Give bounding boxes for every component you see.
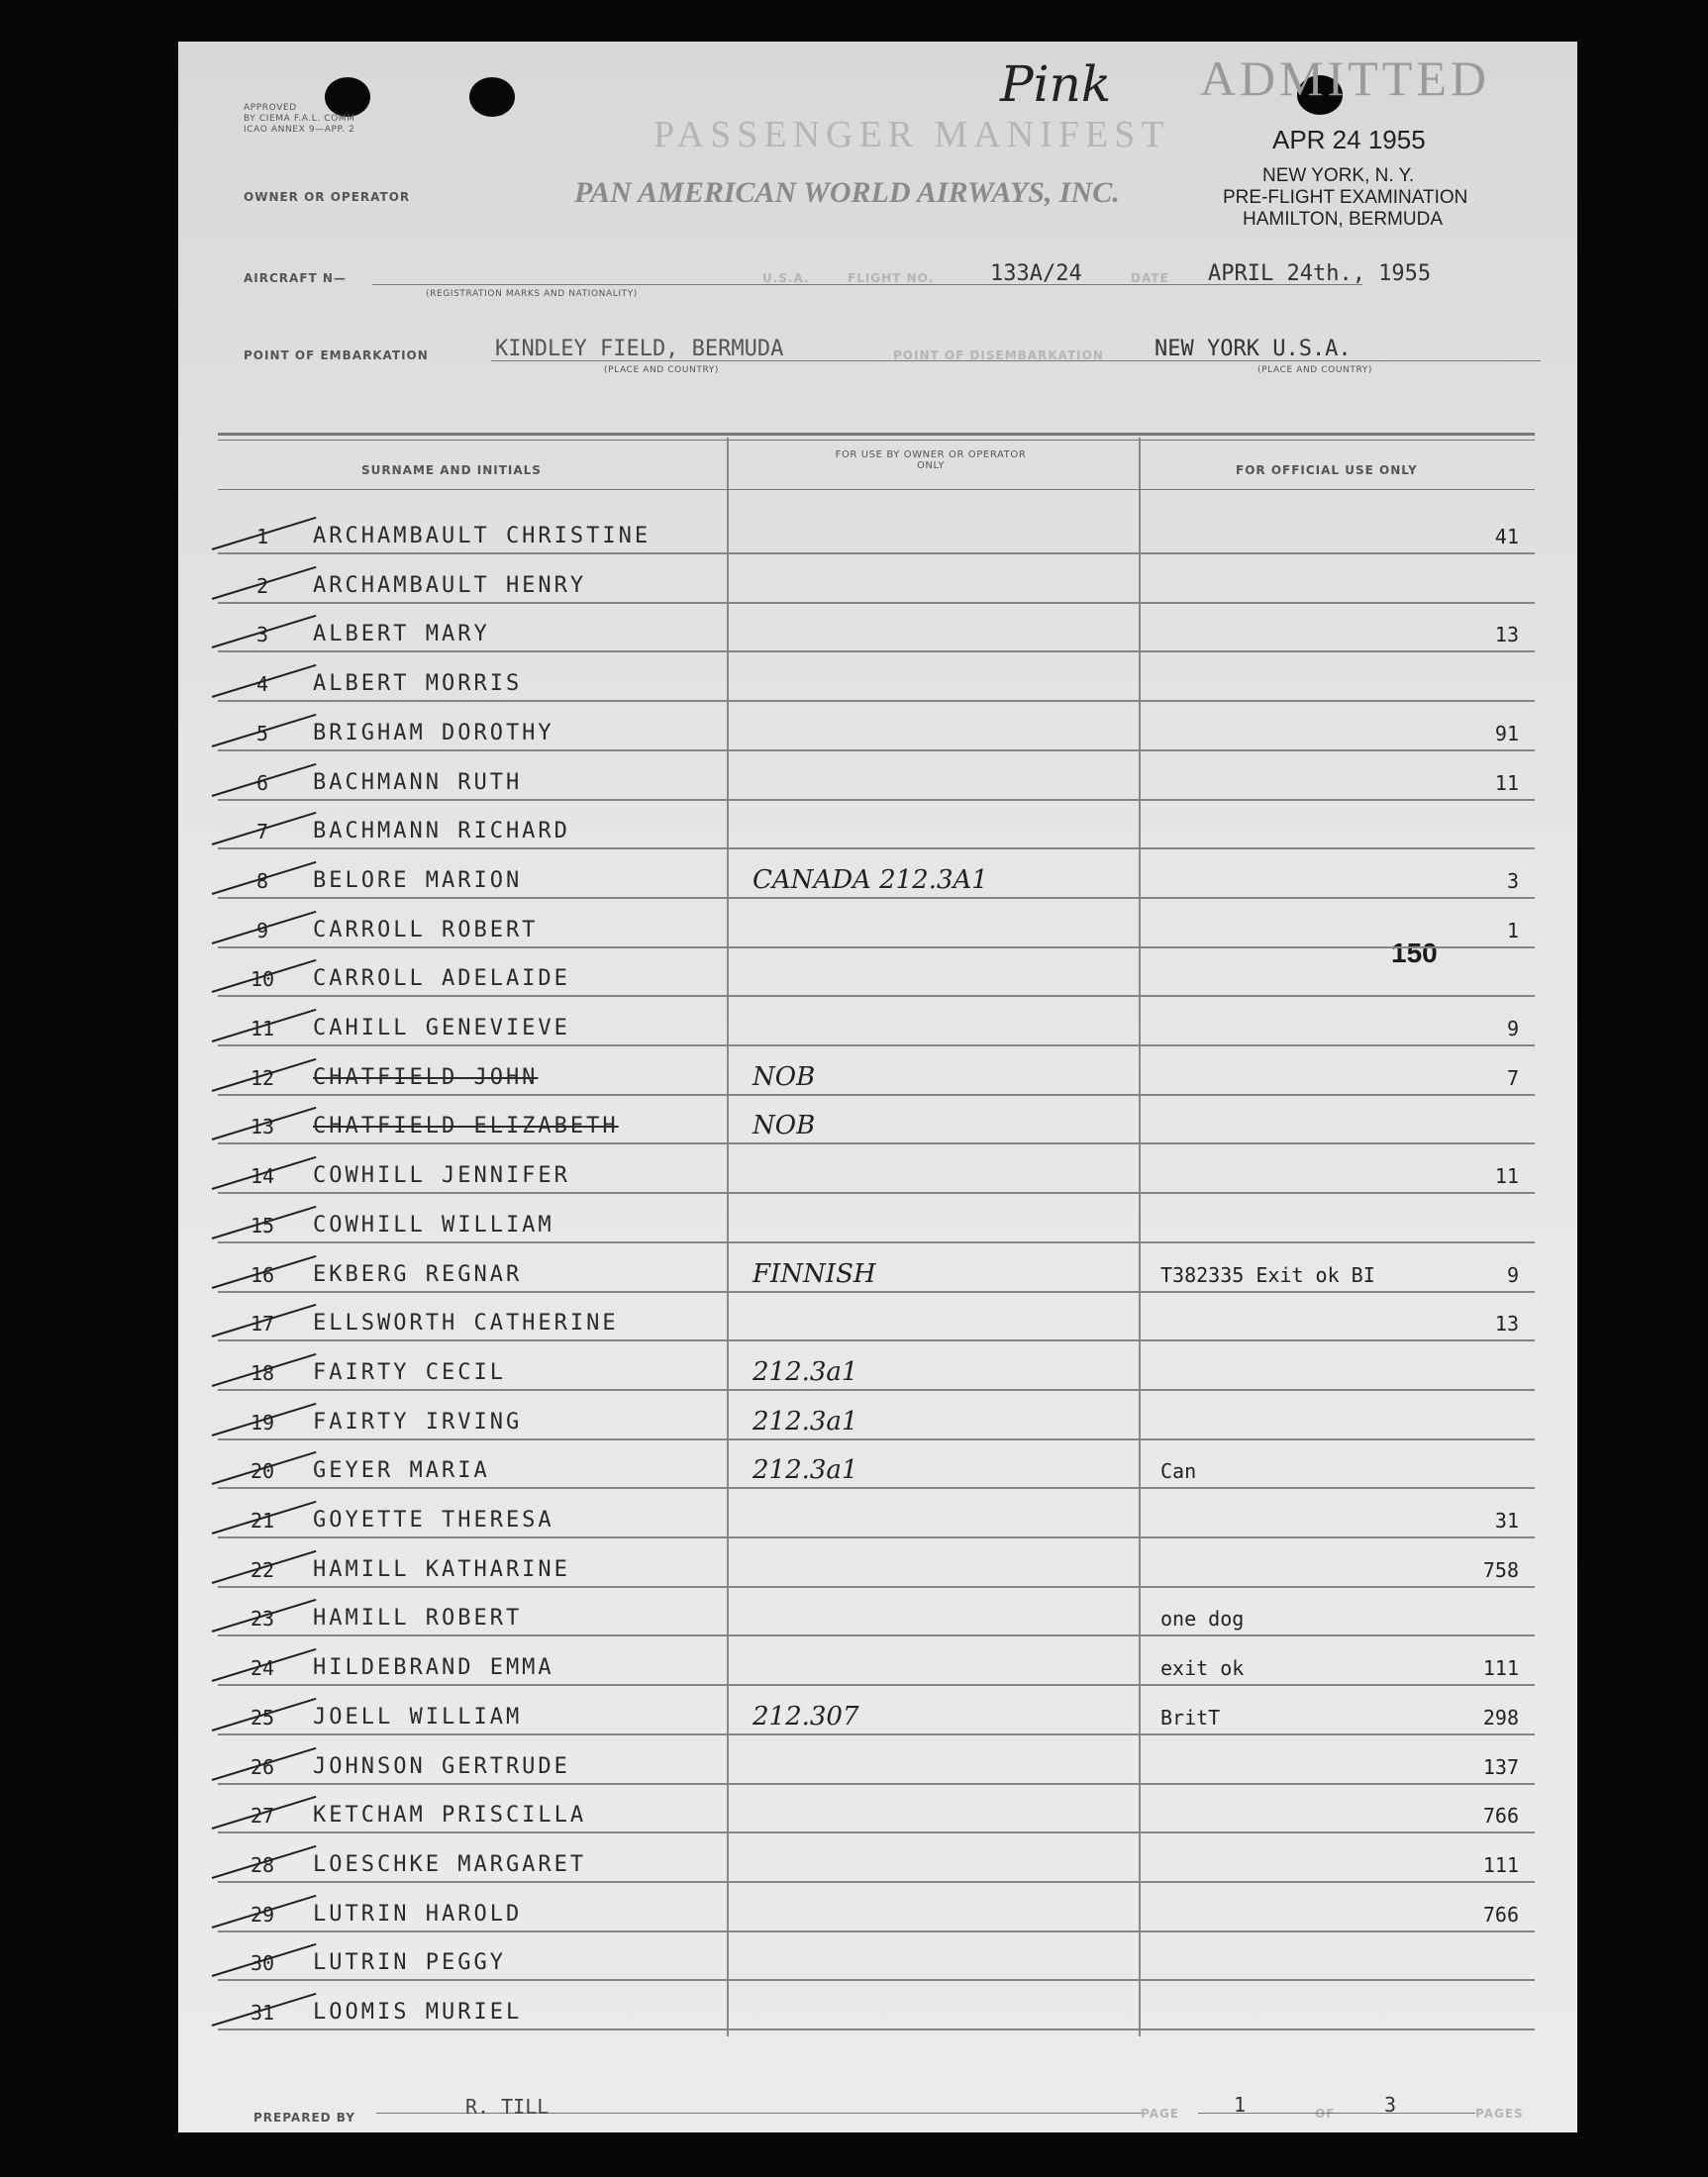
of-label: OF — [1315, 2107, 1336, 2121]
passenger-number: 29 — [250, 1902, 275, 1927]
passenger-number: 31 — [250, 2001, 275, 2025]
passenger-number: 9 — [255, 918, 269, 942]
passenger-name: BACHMANN RUTH — [313, 769, 523, 795]
column-header-surname: SURNAME AND INITIALS — [361, 463, 542, 477]
passenger-number: 25 — [250, 1705, 275, 1730]
passenger-name: ALBERT MARY — [313, 622, 490, 647]
passenger-name: ELLSWORTH CATHERINE — [313, 1311, 619, 1336]
date-label: DATE — [1131, 271, 1169, 285]
passenger-row — [218, 1341, 1535, 1391]
passenger-number: 14 — [250, 1164, 275, 1189]
passenger-row — [218, 603, 1535, 652]
stamp-title: ADMITTED — [1199, 50, 1490, 106]
owner-note: NOB — [753, 1111, 816, 1141]
passenger-row — [218, 1784, 1535, 1833]
header-rule — [218, 489, 1535, 490]
official-note: Can — [1160, 1459, 1197, 1484]
passenger-name: COWHILL WILLIAM — [313, 1212, 554, 1237]
handwritten-mark: Pink — [1000, 55, 1112, 113]
passenger-number: 11 — [250, 1017, 275, 1040]
passenger-number: 20 — [250, 1459, 275, 1484]
official-code: 298 — [1482, 1705, 1519, 1730]
official-note: one dog — [1160, 1607, 1245, 1632]
passenger-name: CARROLL ADELAIDE — [313, 966, 570, 992]
prepared-label: PREPARED BY — [253, 2111, 355, 2125]
disembarkation-caption: (PLACE AND COUNTRY) — [1257, 365, 1372, 375]
passenger-number: 17 — [250, 1312, 275, 1336]
footer-rule — [1198, 2113, 1475, 2114]
passenger-row — [218, 1587, 1535, 1636]
owner-note: FINNISH — [753, 1258, 876, 1289]
passenger-name: JOELL WILLIAM — [313, 1704, 523, 1730]
passenger-name: LOESCHKE MARGARET — [313, 1851, 587, 1877]
passenger-number: 10 — [250, 967, 275, 992]
passenger-name: ARCHAMBAULT HENRY — [313, 572, 587, 598]
official-code: 758 — [1482, 1557, 1519, 1582]
passenger-number: 12 — [250, 1065, 275, 1090]
official-code: 13 — [1494, 1312, 1519, 1336]
passenger-row — [218, 1194, 1535, 1243]
passenger-name: HILDEBRAND EMMA — [313, 1655, 554, 1681]
passenger-number: 5 — [255, 721, 269, 745]
owner-note: 212.3a1 — [753, 1406, 858, 1436]
official-code: 11 — [1494, 1164, 1519, 1189]
passenger-name: ALBERT MORRIS — [313, 671, 523, 697]
table-top-rule-inner — [218, 440, 1535, 441]
stamp-line: HAMILTON, BERMUDA — [1243, 209, 1443, 230]
prepared-value: R. TILL — [465, 2095, 550, 2119]
passenger-number: 1 — [255, 525, 269, 548]
owner-note: 212.3a1 — [753, 1356, 858, 1387]
flight-date: APRIL 24th., 1955 — [1208, 261, 1432, 286]
stamp-line: NEW YORK, N. Y. — [1262, 165, 1415, 186]
official-note: T382335 Exit ok BI — [1160, 1262, 1375, 1287]
passenger-row — [218, 1144, 1535, 1194]
official-code: 13 — [1494, 623, 1519, 647]
passenger-number: 21 — [250, 1509, 275, 1533]
table-top-rule — [218, 433, 1535, 436]
official-code: 3 — [1506, 868, 1519, 893]
passenger-number: 6 — [255, 770, 269, 795]
passenger-row — [218, 1931, 1535, 1981]
passenger-row — [218, 1686, 1535, 1735]
owner-label: OWNER OR OPERATOR — [244, 190, 411, 204]
passenger-row — [218, 1489, 1535, 1538]
passenger-name: BACHMANN RICHARD — [313, 819, 570, 844]
passenger-row — [218, 652, 1535, 702]
passenger-name: LUTRIN HAROLD — [313, 1901, 523, 1927]
margin-note: 150 — [1391, 938, 1438, 968]
passenger-row — [218, 899, 1535, 948]
manifest-sheet — [178, 42, 1577, 2132]
official-code: 137 — [1482, 1754, 1519, 1779]
stamp-line: PRE-FLIGHT EXAMINATION — [1223, 187, 1468, 208]
passenger-number: 22 — [250, 1557, 275, 1582]
passenger-name: BELORE MARION — [313, 867, 523, 893]
owner-note: NOB — [753, 1061, 816, 1092]
official-code: 9 — [1506, 1017, 1519, 1040]
official-note: exit ok — [1160, 1656, 1245, 1681]
passenger-name: GOYETTE THERESA — [313, 1508, 554, 1533]
passenger-number: 2 — [255, 573, 269, 598]
passenger-name: ARCHAMBAULT CHRISTINE — [313, 524, 652, 548]
passenger-row — [218, 1883, 1535, 1932]
embarkation-label: POINT OF EMBARKATION — [244, 348, 429, 362]
flight-label: FLIGHT NO. — [848, 271, 935, 285]
official-code: 7 — [1506, 1065, 1519, 1090]
official-code: 111 — [1482, 1852, 1519, 1877]
passenger-number: 19 — [250, 1410, 275, 1435]
passenger-number: 3 — [255, 623, 269, 647]
passenger-name: LUTRIN PEGGY — [313, 1950, 506, 1976]
official-note: BritT — [1160, 1705, 1221, 1730]
passenger-name: CHATFIELD JOHN — [313, 1064, 539, 1090]
passenger-row — [218, 1243, 1535, 1293]
passenger-number: 8 — [255, 868, 269, 893]
passenger-name: EKBERG REGNAR — [313, 1261, 523, 1287]
passenger-row — [218, 1095, 1535, 1144]
page-label: PAGE — [1141, 2107, 1180, 2121]
passenger-row — [218, 1439, 1535, 1489]
passenger-name: BRIGHAM DOROTHY — [313, 720, 554, 745]
disembarkation-label: POINT OF DISEMBARKATION — [893, 348, 1104, 362]
owner-note: 212.3a1 — [753, 1455, 858, 1486]
column-header-official: FOR OFFICIAL USE ONLY — [1236, 463, 1418, 477]
page-total: 3 — [1384, 2093, 1397, 2117]
passenger-name: GEYER MARIA — [313, 1458, 490, 1484]
aircraft-label: AIRCRAFT N— — [244, 271, 347, 285]
passenger-row — [218, 1981, 1535, 2030]
official-code: 91 — [1494, 721, 1519, 745]
form-title: PASSENGER MANIFEST — [653, 114, 1170, 155]
passenger-name: FAIRTY IRVING — [313, 1409, 523, 1435]
passenger-row — [218, 505, 1535, 554]
approval-block — [244, 103, 355, 136]
approval-line: APPROVED — [244, 103, 297, 113]
passenger-name: CAHILL GENEVIEVE — [313, 1016, 570, 1040]
passenger-row — [218, 800, 1535, 849]
passenger-number: 15 — [250, 1213, 275, 1237]
usa-label: U.S.A. — [762, 271, 810, 285]
passenger-row — [218, 997, 1535, 1046]
passenger-name: COWHILL JENNIFER — [313, 1163, 570, 1189]
passenger-name: HAMILL ROBERT — [313, 1606, 523, 1632]
official-code: 1 — [1506, 918, 1519, 942]
owner-note: 212.307 — [753, 1701, 859, 1732]
passenger-name: KETCHAM PRISCILLA — [313, 1803, 587, 1829]
approval-line: BY CIEMA F.A.L. COMM — [244, 114, 355, 124]
passenger-row — [218, 1538, 1535, 1588]
owner-note: CANADA 212.3A1 — [753, 864, 988, 895]
official-code: 31 — [1494, 1509, 1519, 1533]
passenger-number: 4 — [255, 672, 269, 697]
passenger-row — [218, 1833, 1535, 1883]
official-code: 111 — [1482, 1656, 1519, 1681]
column-header-owner: FOR USE BY OWNER OR OPERATOR ONLY — [835, 449, 1027, 471]
passenger-row — [218, 702, 1535, 751]
passenger-name: HAMILL KATHARINE — [313, 1556, 570, 1582]
passenger-row — [218, 1046, 1535, 1096]
passenger-number: 26 — [250, 1754, 275, 1779]
passenger-row — [218, 1391, 1535, 1440]
passenger-name: LOOMIS MURIEL — [313, 2000, 523, 2025]
passenger-number: 18 — [250, 1360, 275, 1385]
registration-caption: (REGISTRATION MARKS AND NATIONALITY) — [426, 289, 638, 299]
passenger-row — [218, 849, 1535, 899]
official-code: 11 — [1494, 770, 1519, 795]
official-code: 41 — [1494, 525, 1519, 548]
page-number: 1 — [1234, 2093, 1247, 2117]
row-rule — [218, 2029, 1535, 2030]
admitted-stamp — [1183, 49, 1569, 231]
passenger-name: JOHNSON GERTRUDE — [313, 1753, 570, 1779]
owner-value: PAN AMERICAN WORLD AIRWAYS, INC. — [574, 176, 1120, 209]
disembarkation-value: NEW YORK U.S.A. — [1155, 337, 1352, 361]
passenger-row — [218, 1292, 1535, 1341]
embarkation-caption: (PLACE AND COUNTRY) — [604, 365, 719, 375]
official-code: 766 — [1482, 1804, 1519, 1829]
passenger-number: 7 — [255, 820, 269, 844]
passenger-number: 24 — [250, 1656, 275, 1681]
passenger-row — [218, 1636, 1535, 1686]
passenger-name: FAIRTY CECIL — [313, 1359, 506, 1385]
passenger-number: 28 — [250, 1852, 275, 1877]
embarkation-value: KINDLEY FIELD, BERMUDA — [495, 337, 784, 361]
passenger-number: 16 — [250, 1262, 275, 1287]
passenger-number: 23 — [250, 1607, 275, 1632]
passenger-row — [218, 554, 1535, 604]
official-code: 766 — [1482, 1902, 1519, 1927]
passenger-number: 13 — [250, 1115, 275, 1139]
passenger-row — [218, 947, 1535, 997]
stamp-date: APR 24 1955 — [1272, 125, 1426, 154]
passenger-number: 30 — [250, 1951, 275, 1976]
passenger-name: CARROLL ROBERT — [313, 917, 539, 942]
passenger-number: 27 — [250, 1804, 275, 1829]
passenger-row — [218, 751, 1535, 801]
approval-line: ICAO ANNEX 9—APP. 2 — [244, 125, 355, 135]
punch-hole-middle — [469, 77, 515, 117]
pages-label: PAGES — [1475, 2107, 1524, 2121]
flight-number: 133A/24 — [990, 261, 1082, 286]
official-code: 9 — [1506, 1262, 1519, 1287]
passenger-row — [218, 1735, 1535, 1785]
passenger-name: CHATFIELD ELIZABETH — [313, 1114, 619, 1139]
